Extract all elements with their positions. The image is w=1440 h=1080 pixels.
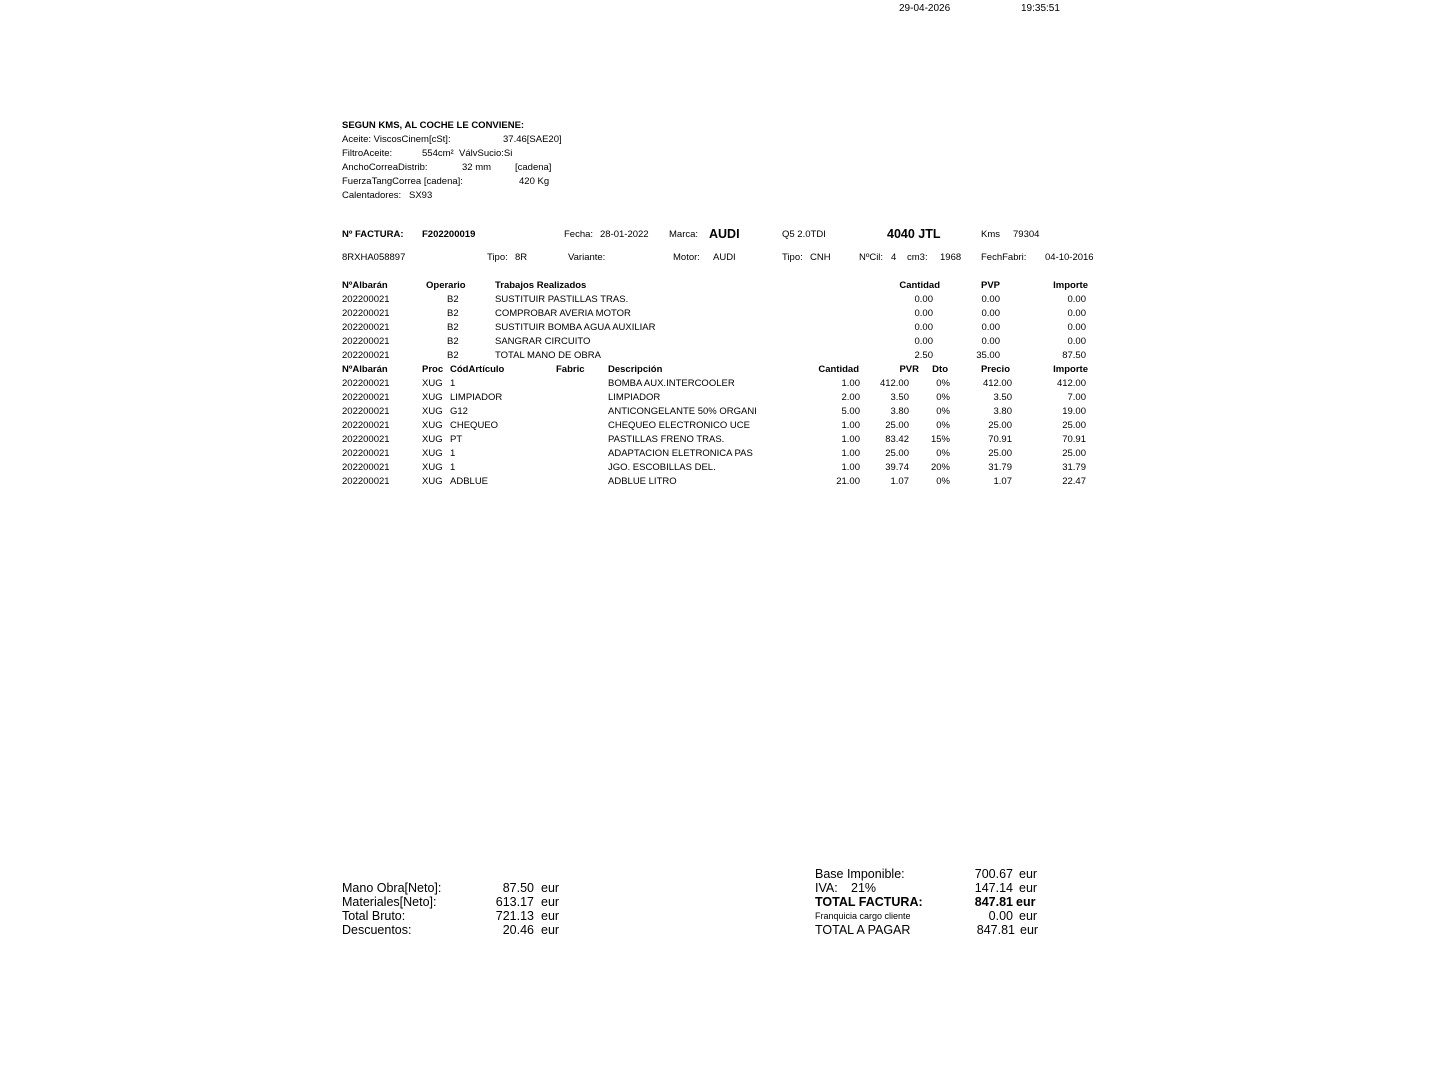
vin-value: 8RXHA058897 xyxy=(342,252,406,263)
parts-cell-importe: 70.91 xyxy=(1062,434,1086,445)
aceite-label: Aceite: ViscosCinem[cSt]: xyxy=(342,134,451,145)
total-pagar-currency: eur xyxy=(1020,923,1039,937)
totals-left-label: Mano Obra[Neto]: xyxy=(342,881,442,895)
correa-label: AnchoCorreaDistrib: xyxy=(342,162,428,173)
parts-cell-precio: 3.80 xyxy=(993,406,1012,417)
print-time: 19:35:51 xyxy=(1021,3,1060,14)
parts-row xyxy=(0,379,1440,393)
parts-cell-descripcion: LIMPIADOR xyxy=(608,392,661,403)
labor-cell-importe: 0.00 xyxy=(1067,322,1086,333)
labor-row xyxy=(0,309,1440,323)
base-imponible-currency: eur xyxy=(1019,867,1038,881)
totals-left-value: 613.17 xyxy=(495,895,534,909)
parts-header-pvr: PVR xyxy=(899,364,919,375)
parts-row xyxy=(0,421,1440,435)
ncil-value: 4 xyxy=(891,252,897,263)
parts-cell-albaran: 202200021 xyxy=(342,476,390,487)
parts-header-proc: Proc xyxy=(422,364,444,375)
labor-cell-cantidad: 0.00 xyxy=(914,322,933,333)
tipo-value: 8R xyxy=(515,252,528,263)
labor-cell-trabajo: COMPROBAR AVERIA MOTOR xyxy=(495,308,631,319)
iva-currency: eur xyxy=(1019,881,1038,895)
parts-cell-proc: XUG xyxy=(422,420,443,431)
labor-cell-pvp: 0.00 xyxy=(981,294,1000,305)
parts-cell-descripcion: BOMBA AUX.INTERCOOLER xyxy=(608,378,735,389)
labor-cell-cantidad: 0.00 xyxy=(914,308,933,319)
parts-cell-proc: XUG xyxy=(422,392,443,403)
correa-value: 32 mm xyxy=(462,162,492,173)
marca-value: AUDI xyxy=(709,227,740,241)
parts-cell-pvr: 25.00 xyxy=(885,420,909,431)
labor-cell-pvp: 0.00 xyxy=(981,322,1000,333)
fecha-value: 28-01-2022 xyxy=(600,229,649,240)
parts-cell-pvr: 3.80 xyxy=(890,406,909,417)
filtro-label: FiltroAceite: xyxy=(342,148,393,159)
recommendations-title: SEGUN KMS, AL COCHE LE CONVIENE: xyxy=(342,120,525,131)
parts-cell-albaran: 202200021 xyxy=(342,392,390,403)
parts-cell-importe: 22.47 xyxy=(1062,476,1086,487)
totals-left-currency: eur xyxy=(541,881,560,895)
factura-number: F202200019 xyxy=(422,229,476,240)
total-factura-value: 847.81 xyxy=(974,895,1013,909)
labor-row xyxy=(0,295,1440,309)
totals-left-currency: eur xyxy=(541,895,560,909)
parts-row xyxy=(0,463,1440,477)
parts-cell-descripcion: CHEQUEO ELECTRONICO UCE xyxy=(608,420,750,431)
parts-cell-albaran: 202200021 xyxy=(342,448,390,459)
correa-type: [cadena] xyxy=(515,162,552,173)
parts-cell-dto: 0% xyxy=(936,448,950,459)
aceite-value: 37.46[SAE20] xyxy=(503,134,562,145)
parts-cell-cantidad: 1.00 xyxy=(841,378,860,389)
filtro-value: 554cm² xyxy=(422,148,454,159)
parts-cell-codigo: LIMPIADOR xyxy=(450,392,503,403)
labor-cell-trabajo: SANGRAR CIRCUITO xyxy=(495,336,591,347)
valvula-value: VálvSucio:Si xyxy=(459,148,513,159)
parts-header-dto: Dto xyxy=(932,364,948,375)
parts-cell-precio: 70.91 xyxy=(988,434,1012,445)
labor-cell-albaran: 202200021 xyxy=(342,322,390,333)
labor-cell-trabajo: SUSTITUIR BOMBA AGUA AUXILIAR xyxy=(495,322,656,333)
labor-cell-operario: B2 xyxy=(447,322,459,333)
franquicia-value: 0.00 xyxy=(988,909,1013,923)
total-factura-label: TOTAL FACTURA: xyxy=(815,895,923,909)
parts-cell-descripcion: ADAPTACION ELETRONICA PAS xyxy=(608,448,753,459)
labor-cell-albaran: 202200021 xyxy=(342,350,390,361)
parts-cell-pvr: 83.42 xyxy=(885,434,909,445)
parts-header-albaran: NºAlbarán xyxy=(342,364,388,375)
parts-cell-pvr: 3.50 xyxy=(890,392,909,403)
totals-left-label: Total Bruto: xyxy=(342,909,406,923)
parts-cell-dto: 0% xyxy=(936,476,950,487)
totals-left-currency: eur xyxy=(541,923,560,937)
labor-cell-pvp: 0.00 xyxy=(981,308,1000,319)
labor-cell-importe: 0.00 xyxy=(1067,294,1086,305)
parts-cell-codigo: CHEQUEO xyxy=(450,420,499,431)
parts-cell-precio: 1.07 xyxy=(993,476,1012,487)
parts-row xyxy=(0,449,1440,463)
ncil-label: NºCil: xyxy=(859,252,884,263)
parts-cell-descripcion: ADBLUE LITRO xyxy=(608,476,677,487)
parts-cell-albaran: 202200021 xyxy=(342,420,390,431)
labor-header-importe: Importe xyxy=(1053,280,1088,291)
parts-cell-albaran: 202200021 xyxy=(342,378,390,389)
fechfabri-label: FechFabri: xyxy=(981,252,1027,263)
parts-row xyxy=(0,477,1440,491)
fecha-label: Fecha: xyxy=(564,229,594,240)
parts-cell-dto: 15% xyxy=(930,434,950,445)
calentadores-value: SX93 xyxy=(409,190,433,201)
parts-cell-cantidad: 5.00 xyxy=(841,406,860,417)
parts-row xyxy=(0,407,1440,421)
total-pagar-label: TOTAL A PAGAR xyxy=(815,923,911,937)
parts-cell-precio: 3.50 xyxy=(993,392,1012,403)
labor-cell-importe: 0.00 xyxy=(1067,336,1086,347)
labor-cell-cantidad: 0.00 xyxy=(914,336,933,347)
totals-left-value: 20.46 xyxy=(502,923,534,937)
totals-left-value: 87.50 xyxy=(502,881,534,895)
parts-cell-codigo: 1 xyxy=(450,448,456,459)
labor-cell-pvp: 0.00 xyxy=(981,336,1000,347)
parts-cell-pvr: 25.00 xyxy=(885,448,909,459)
factura-label: Nº FACTURA: xyxy=(342,229,404,240)
labor-cell-albaran: 202200021 xyxy=(342,294,390,305)
totals-left-currency: eur xyxy=(541,909,560,923)
vehicle-model: Q5 2.0TDI xyxy=(782,229,826,240)
franquicia-label: Franquicia cargo cliente xyxy=(815,911,911,921)
parts-cell-dto: 0% xyxy=(936,392,950,403)
parts-cell-codigo: 1 xyxy=(450,462,456,473)
parts-cell-descripcion: JGO. ESCOBILLAS DEL. xyxy=(608,462,716,473)
labor-cell-operario: B2 xyxy=(447,336,459,347)
parts-cell-dto: 0% xyxy=(936,378,950,389)
parts-cell-precio: 31.79 xyxy=(988,462,1012,473)
labor-cell-cantidad: 2.50 xyxy=(914,350,933,361)
parts-cell-importe: 412.00 xyxy=(1056,378,1086,389)
labor-cell-operario: B2 xyxy=(447,350,459,361)
print-date: 29-04-2026 xyxy=(899,3,951,14)
parts-cell-precio: 25.00 xyxy=(988,420,1012,431)
parts-cell-cantidad: 1.00 xyxy=(841,434,860,445)
parts-cell-importe: 25.00 xyxy=(1062,448,1086,459)
fuerza-label: FuerzaTangCorrea [cadena]: xyxy=(342,176,463,187)
marca-label: Marca: xyxy=(669,229,699,240)
labor-cell-trabajo: TOTAL MANO DE OBRA xyxy=(495,350,601,361)
tipo2-label: Tipo: xyxy=(782,252,803,263)
parts-cell-pvr: 39.74 xyxy=(885,462,909,473)
labor-row xyxy=(0,351,1440,365)
fuerza-value: 420 Kg xyxy=(519,176,550,187)
parts-header-precio: Precio xyxy=(980,364,1010,375)
labor-cell-pvp: 35.00 xyxy=(976,350,1000,361)
labor-header-pvp: PVP xyxy=(980,280,1000,291)
iva-rate: 21% xyxy=(851,881,877,895)
totals-left-label: Descuentos: xyxy=(342,923,412,937)
parts-cell-cantidad: 2.00 xyxy=(841,392,860,403)
parts-cell-proc: XUG xyxy=(422,476,443,487)
labor-cell-operario: B2 xyxy=(447,294,459,305)
parts-row xyxy=(0,435,1440,449)
calentadores-label: Calentadores: xyxy=(342,190,402,201)
iva-value: 147.14 xyxy=(974,881,1013,895)
parts-cell-cantidad: 1.00 xyxy=(841,462,860,473)
totals-left-value: 721.13 xyxy=(495,909,534,923)
labor-header-row xyxy=(0,281,1440,295)
franquicia-currency: eur xyxy=(1019,909,1038,923)
parts-cell-descripcion: ANTICONGELANTE 50% ORGANI xyxy=(608,406,757,417)
tipo2-value: CNH xyxy=(810,252,831,263)
parts-cell-cantidad: 1.00 xyxy=(841,420,860,431)
labor-header-albaran: NºAlbarán xyxy=(342,280,388,291)
parts-row xyxy=(0,393,1440,407)
cm3-value: 1968 xyxy=(940,252,962,263)
parts-cell-importe: 31.79 xyxy=(1062,462,1086,473)
parts-header-codigo: CódArtículo xyxy=(450,364,505,375)
parts-header-importe: Importe xyxy=(1053,364,1088,375)
parts-cell-albaran: 202200021 xyxy=(342,462,390,473)
kms-value: 79304 xyxy=(1013,229,1040,240)
parts-cell-precio: 25.00 xyxy=(988,448,1012,459)
parts-cell-dto: 0% xyxy=(936,406,950,417)
labor-cell-importe: 0.00 xyxy=(1067,308,1086,319)
parts-header-row xyxy=(0,365,1440,379)
parts-cell-proc: XUG xyxy=(422,378,443,389)
parts-cell-cantidad: 21.00 xyxy=(836,476,860,487)
fechfabri-value: 04-10-2016 xyxy=(1045,252,1094,263)
parts-cell-codigo: G12 xyxy=(450,406,468,417)
iva-label: IVA: xyxy=(815,881,838,895)
parts-header-descripcion: Descripción xyxy=(608,364,663,375)
labor-cell-importe: 87.50 xyxy=(1062,350,1086,361)
parts-cell-importe: 19.00 xyxy=(1062,406,1086,417)
parts-cell-dto: 20% xyxy=(930,462,950,473)
parts-cell-pvr: 1.07 xyxy=(890,476,909,487)
parts-cell-importe: 7.00 xyxy=(1067,392,1086,403)
parts-cell-pvr: 412.00 xyxy=(879,378,909,389)
totals-left-label: Materiales[Neto]: xyxy=(342,895,437,909)
base-imponible-value: 700.67 xyxy=(974,867,1013,881)
parts-cell-codigo: PT xyxy=(450,434,463,445)
labor-header-trabajos: Trabajos Realizados xyxy=(495,280,587,291)
total-factura-currency: eur xyxy=(1016,895,1036,909)
labor-row xyxy=(0,337,1440,351)
license-plate: 4040 JTL xyxy=(887,227,941,241)
parts-cell-proc: XUG xyxy=(422,448,443,459)
labor-cell-trabajo: SUSTITUIR PASTILLAS TRAS. xyxy=(495,294,629,305)
parts-cell-precio: 412.00 xyxy=(982,378,1012,389)
base-imponible-label: Base Imponible: xyxy=(815,867,905,881)
parts-header-fabric: Fabric xyxy=(556,364,585,375)
labor-header-operario: Operario xyxy=(426,280,466,291)
kms-label: Kms xyxy=(981,229,1000,240)
parts-cell-albaran: 202200021 xyxy=(342,406,390,417)
parts-cell-cantidad: 1.00 xyxy=(841,448,860,459)
parts-cell-proc: XUG xyxy=(422,462,443,473)
parts-header-cantidad: Cantidad xyxy=(818,364,859,375)
labor-cell-cantidad: 0.00 xyxy=(914,294,933,305)
labor-cell-albaran: 202200021 xyxy=(342,336,390,347)
variante-label: Variante: xyxy=(568,252,606,263)
parts-cell-importe: 25.00 xyxy=(1062,420,1086,431)
parts-cell-proc: XUG xyxy=(422,434,443,445)
parts-cell-albaran: 202200021 xyxy=(342,434,390,445)
parts-cell-proc: XUG xyxy=(422,406,443,417)
total-pagar-value: 847.81 xyxy=(976,923,1015,937)
motor-value: AUDI xyxy=(713,252,736,263)
labor-header-cantidad: Cantidad xyxy=(899,280,940,291)
parts-cell-descripcion: PASTILLAS FRENO TRAS. xyxy=(608,434,725,445)
tipo-label: Tipo: xyxy=(487,252,508,263)
parts-cell-codigo: ADBLUE xyxy=(450,476,489,487)
parts-cell-codigo: 1 xyxy=(450,378,456,389)
cm3-label: cm3: xyxy=(907,252,928,263)
parts-cell-dto: 0% xyxy=(936,420,950,431)
labor-row xyxy=(0,323,1440,337)
motor-label: Motor: xyxy=(673,252,700,263)
labor-cell-operario: B2 xyxy=(447,308,459,319)
labor-cell-albaran: 202200021 xyxy=(342,308,390,319)
